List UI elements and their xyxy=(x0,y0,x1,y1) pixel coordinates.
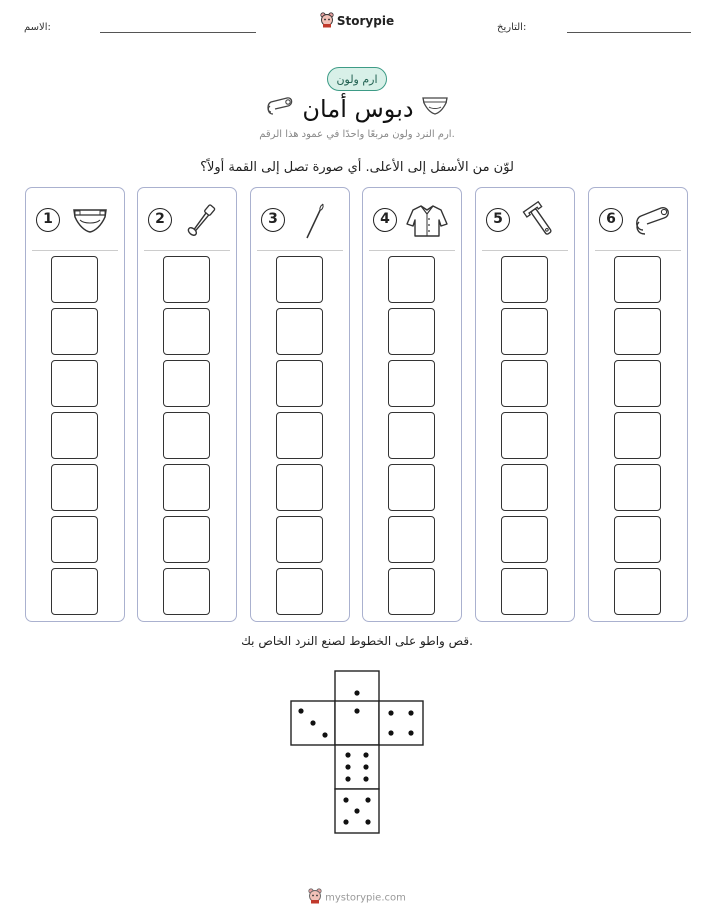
color-square[interactable] xyxy=(276,412,323,459)
column-header xyxy=(595,194,681,251)
date-label: التاريخ: xyxy=(497,22,527,33)
color-square[interactable] xyxy=(614,464,661,511)
color-square[interactable] xyxy=(388,360,435,407)
brand-name: Storypie xyxy=(336,14,395,28)
color-square[interactable] xyxy=(163,516,210,563)
color-square[interactable] xyxy=(276,464,323,511)
column-3 xyxy=(250,187,350,622)
color-square[interactable] xyxy=(51,360,98,407)
diaper-icon xyxy=(68,200,112,240)
column-number: 1 xyxy=(36,208,60,232)
color-square[interactable] xyxy=(163,464,210,511)
column-number: 6 xyxy=(599,208,623,232)
color-square[interactable] xyxy=(276,516,323,563)
storypie-bear-icon xyxy=(308,888,322,907)
color-square[interactable] xyxy=(276,256,323,303)
title-safety-pin-icon xyxy=(265,94,295,124)
column-header xyxy=(32,194,118,251)
color-square[interactable] xyxy=(501,360,548,407)
subtitle: ارم النرد ولون مربعًا واحدًا في عمود هذا الرقم. xyxy=(259,129,455,140)
color-square[interactable] xyxy=(51,256,98,303)
date-field[interactable] xyxy=(567,32,691,33)
color-square[interactable] xyxy=(388,516,435,563)
color-square[interactable] xyxy=(163,360,210,407)
color-square[interactable] xyxy=(388,412,435,459)
color-square[interactable] xyxy=(163,412,210,459)
column-number: 4 xyxy=(373,208,397,232)
color-square[interactable] xyxy=(388,256,435,303)
storypie-bear-icon xyxy=(320,12,334,31)
color-square[interactable] xyxy=(501,308,548,355)
column-number: 2 xyxy=(148,208,172,232)
column-1 xyxy=(25,187,125,622)
color-square[interactable] xyxy=(51,464,98,511)
color-square[interactable] xyxy=(51,412,98,459)
footer xyxy=(0,888,714,907)
safety-pin-coil-icon xyxy=(631,200,675,240)
color-square[interactable] xyxy=(614,412,661,459)
color-square[interactable] xyxy=(614,256,661,303)
color-square[interactable] xyxy=(501,516,548,563)
color-square[interactable] xyxy=(614,308,661,355)
page-title xyxy=(0,94,714,124)
column-header xyxy=(369,194,455,251)
color-square[interactable] xyxy=(163,256,210,303)
color-square[interactable] xyxy=(51,516,98,563)
column-5 xyxy=(475,187,575,622)
title-diaper-icon xyxy=(421,95,449,123)
color-square[interactable] xyxy=(51,568,98,615)
color-square[interactable] xyxy=(501,256,548,303)
activity-badge: ارم ولون xyxy=(327,67,387,91)
color-square[interactable] xyxy=(501,568,548,615)
column-header xyxy=(482,194,568,251)
name-field[interactable] xyxy=(100,32,256,33)
color-square[interactable] xyxy=(501,464,548,511)
instruction: لوّن من الأسفل إلى الأعلى. أي صورة تصل إلى القمة أولاً؟ xyxy=(200,160,514,175)
column-number: 3 xyxy=(261,208,285,232)
column-header xyxy=(257,194,343,251)
color-square[interactable] xyxy=(388,464,435,511)
color-square[interactable] xyxy=(614,360,661,407)
column-header xyxy=(144,194,230,251)
page-title-text: دبوس أمان xyxy=(302,95,414,123)
brand-logo xyxy=(0,12,714,31)
color-square[interactable] xyxy=(388,308,435,355)
color-square[interactable] xyxy=(163,568,210,615)
color-square[interactable] xyxy=(614,568,661,615)
column-6 xyxy=(588,187,688,622)
safety-pin-icon xyxy=(180,200,224,240)
color-square[interactable] xyxy=(276,568,323,615)
color-square[interactable] xyxy=(614,516,661,563)
name-label: الاسم: xyxy=(24,22,51,33)
color-square[interactable] xyxy=(276,360,323,407)
color-square[interactable] xyxy=(163,308,210,355)
dice-net xyxy=(290,670,426,836)
cut-instruction: قص واطو على الخطوط لصنع النرد الخاص بك. xyxy=(241,634,473,648)
column-number: 5 xyxy=(486,208,510,232)
column-2 xyxy=(137,187,237,622)
shirt-icon xyxy=(405,200,449,240)
color-square[interactable] xyxy=(388,568,435,615)
footer-url: mystorypie.com xyxy=(325,892,406,904)
color-square[interactable] xyxy=(501,412,548,459)
color-square[interactable] xyxy=(51,308,98,355)
needle-icon xyxy=(293,200,337,240)
color-square[interactable] xyxy=(276,308,323,355)
clamp-icon xyxy=(518,200,562,240)
column-4 xyxy=(362,187,462,622)
